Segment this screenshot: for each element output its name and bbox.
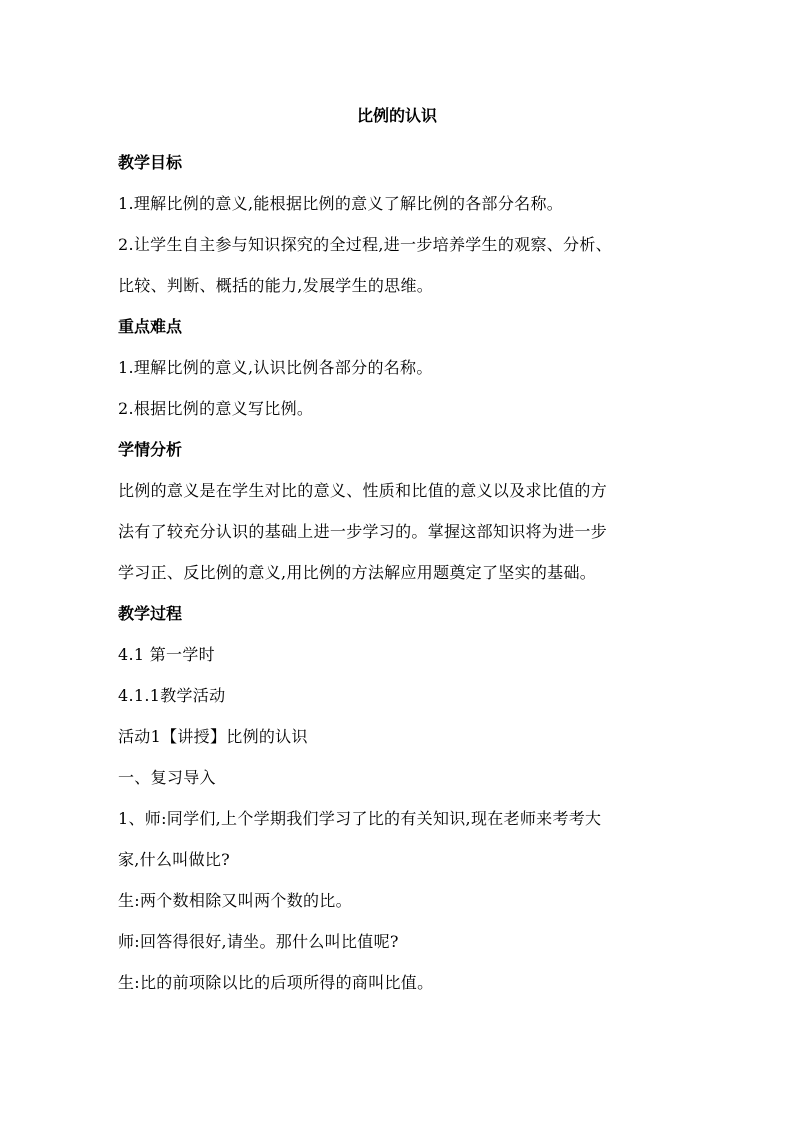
goal-line-1: 1.理解比例的意义,能根据比例的意义了解比例的各部分名称。 [118,194,564,213]
process-line-8: 师:回答得很好,请坐。那什么叫比值呢? [118,932,399,951]
analysis-line-3: 学习正、反比例的意义,用比例的方法解应用题奠定了坚实的基础。 [118,563,597,582]
analysis-line-1: 比例的意义是在学生对比的意义、性质和比值的意义以及求比值的方 [118,481,608,500]
process-line-3: 活动1【讲授】比例的认识 [118,727,308,746]
process-line-4: 一、复习导入 [118,768,216,787]
goal-line-2: 2.让学生自主参与知识探究的全过程,进一步培养学生的观察、分析、 [118,235,612,254]
key-point-line-1: 1.理解比例的意义,认识比例各部分的名称。 [118,358,433,377]
process-line-1: 4.1 第一学时 [118,645,215,664]
document-body [118,142,680,1003]
analysis-line-2: 法有了较充分认识的基础上进一步学习的。掌握这部知识将为进一步 [118,522,608,541]
section-heading-teaching-goals: 教学目标 [118,153,183,172]
section-heading-teaching-process: 教学过程 [118,604,183,623]
section-heading-student-analysis: 学情分析 [118,440,183,459]
process-line-9: 生:比的前项除以比的后项所得的商叫比值。 [118,973,434,992]
process-line-5: 1、师:同学们,上个学期我们学习了比的有关知识,现在老师来考考大 [118,809,602,828]
goal-line-3: 比较、判断、概括的能力,发展学生的思维。 [118,276,434,295]
process-line-2: 4.1.1教学活动 [118,686,226,705]
process-line-7: 生:两个数相除又叫两个数的比。 [118,891,352,910]
document-title: 比例的认识 [356,106,437,125]
process-line-6: 家,什么叫做比? [118,850,231,869]
key-point-line-2: 2.根据比例的意义写比例。 [118,399,314,418]
section-heading-key-points: 重点难点 [118,317,183,336]
